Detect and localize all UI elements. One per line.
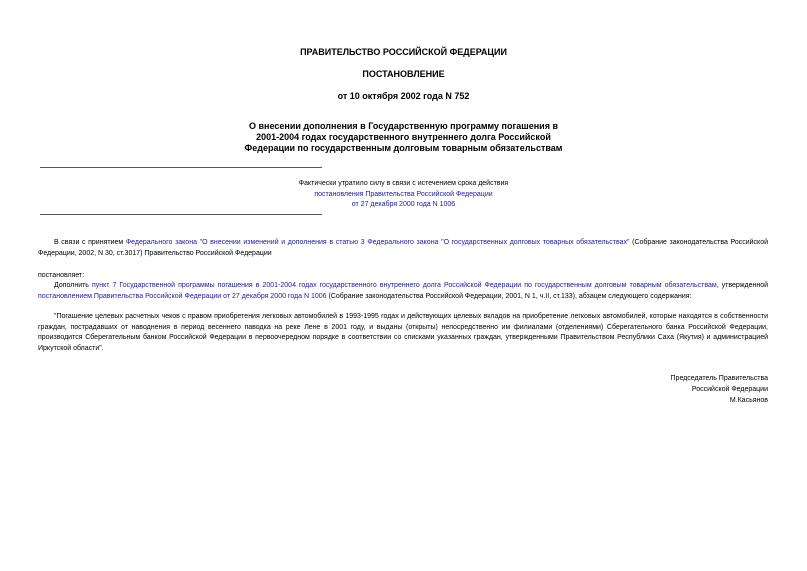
signature-name: М.Касьянов bbox=[729, 397, 768, 404]
amendment-text-start: Дополнить bbox=[54, 282, 92, 289]
program-clause-link[interactable]: пункт 7 Государственной программы погашения в 2001-2004 годах государственного внутреннего долга Российской Федерации по государственным долговым товарным обязательствам bbox=[91, 282, 717, 289]
amendment-text-mid: , утвержденной bbox=[716, 282, 768, 289]
paragraph-amendment bbox=[38, 281, 768, 302]
date-number-heading: от 10 октября 2002 года N 752 bbox=[337, 91, 470, 101]
top-divider bbox=[40, 167, 322, 168]
title-line-2: 2001-2004 годах государственного внутреннего долга Российской bbox=[256, 132, 551, 142]
signature-title-line-2: Российской Федерации bbox=[691, 386, 768, 393]
document-title bbox=[0, 121, 807, 154]
paragraph-quote: "Погашение целевых расчетных чеков с правом приобретения легковых автомобилей в 1993-1995 годах и действующих целевых вкладов на приобретение легковых автомобилей, которые находятся в собственности граждан, пострадавших от наводнения в период весеннего паводка на реке Лене в 2001 году, и выданы (открыты) непосредственно им филиалами (отделениями) Сберегательного банка Российской Федерации, производится Сберегательным банком Российской Федерации в первоочередном порядке в соответствии со списками указанных граждан, утвержденными Правительством Республики Саха (Якутия) и администрацией Иркутской области". bbox=[38, 313, 768, 352]
document-type-heading: ПОСТАНОВЛЕНИЕ bbox=[362, 69, 445, 79]
signature-block bbox=[671, 373, 768, 406]
preamble-text-end: (Собрание законодательства Российской Федерации, 2002, N 30, ст.3017) Правительство Российской Федерации bbox=[38, 239, 768, 257]
validity-note-link-1[interactable]: постановления Правительства Российской Федерации bbox=[314, 190, 493, 198]
title-line-3: Федерации по государственным долговым товарным обязательствам bbox=[244, 143, 563, 153]
preamble-text-start: В связи с принятием bbox=[54, 239, 126, 246]
paragraph-preamble bbox=[38, 238, 768, 259]
amendment-text-end: (Собрание законодательства Российской Федерации, 2001, N 1, ч.II, ст.133), абзацем следующего содержания: bbox=[326, 292, 692, 300]
bottom-divider bbox=[40, 214, 322, 215]
title-line-1: О внесении дополнения в Государственную программу погашения в bbox=[249, 121, 558, 131]
resolution-1006-link[interactable]: постановлением Правительства Российской Федерации от 27 декабря 2000 года N 1006 bbox=[38, 292, 327, 300]
validity-note-text: Фактически утратило силу в связи с истечением срока действия bbox=[298, 180, 509, 187]
validity-note bbox=[0, 179, 807, 211]
validity-note-link-2[interactable]: от 27 декабря 2000 года N 1006 bbox=[351, 201, 456, 208]
signature-title-line-1: Председатель Правительства bbox=[670, 375, 768, 382]
federal-law-link[interactable]: Федерального закона "О внесении изменений и дополнения в статью 3 Федерального закона "О государственных долговых товарных обязательствах" bbox=[125, 239, 630, 246]
government-heading: ПРАВИТЕЛЬСТВО РОССИЙСКОЙ ФЕДЕРАЦИИ bbox=[300, 47, 507, 57]
resolves-line: постановляет: bbox=[38, 272, 85, 279]
